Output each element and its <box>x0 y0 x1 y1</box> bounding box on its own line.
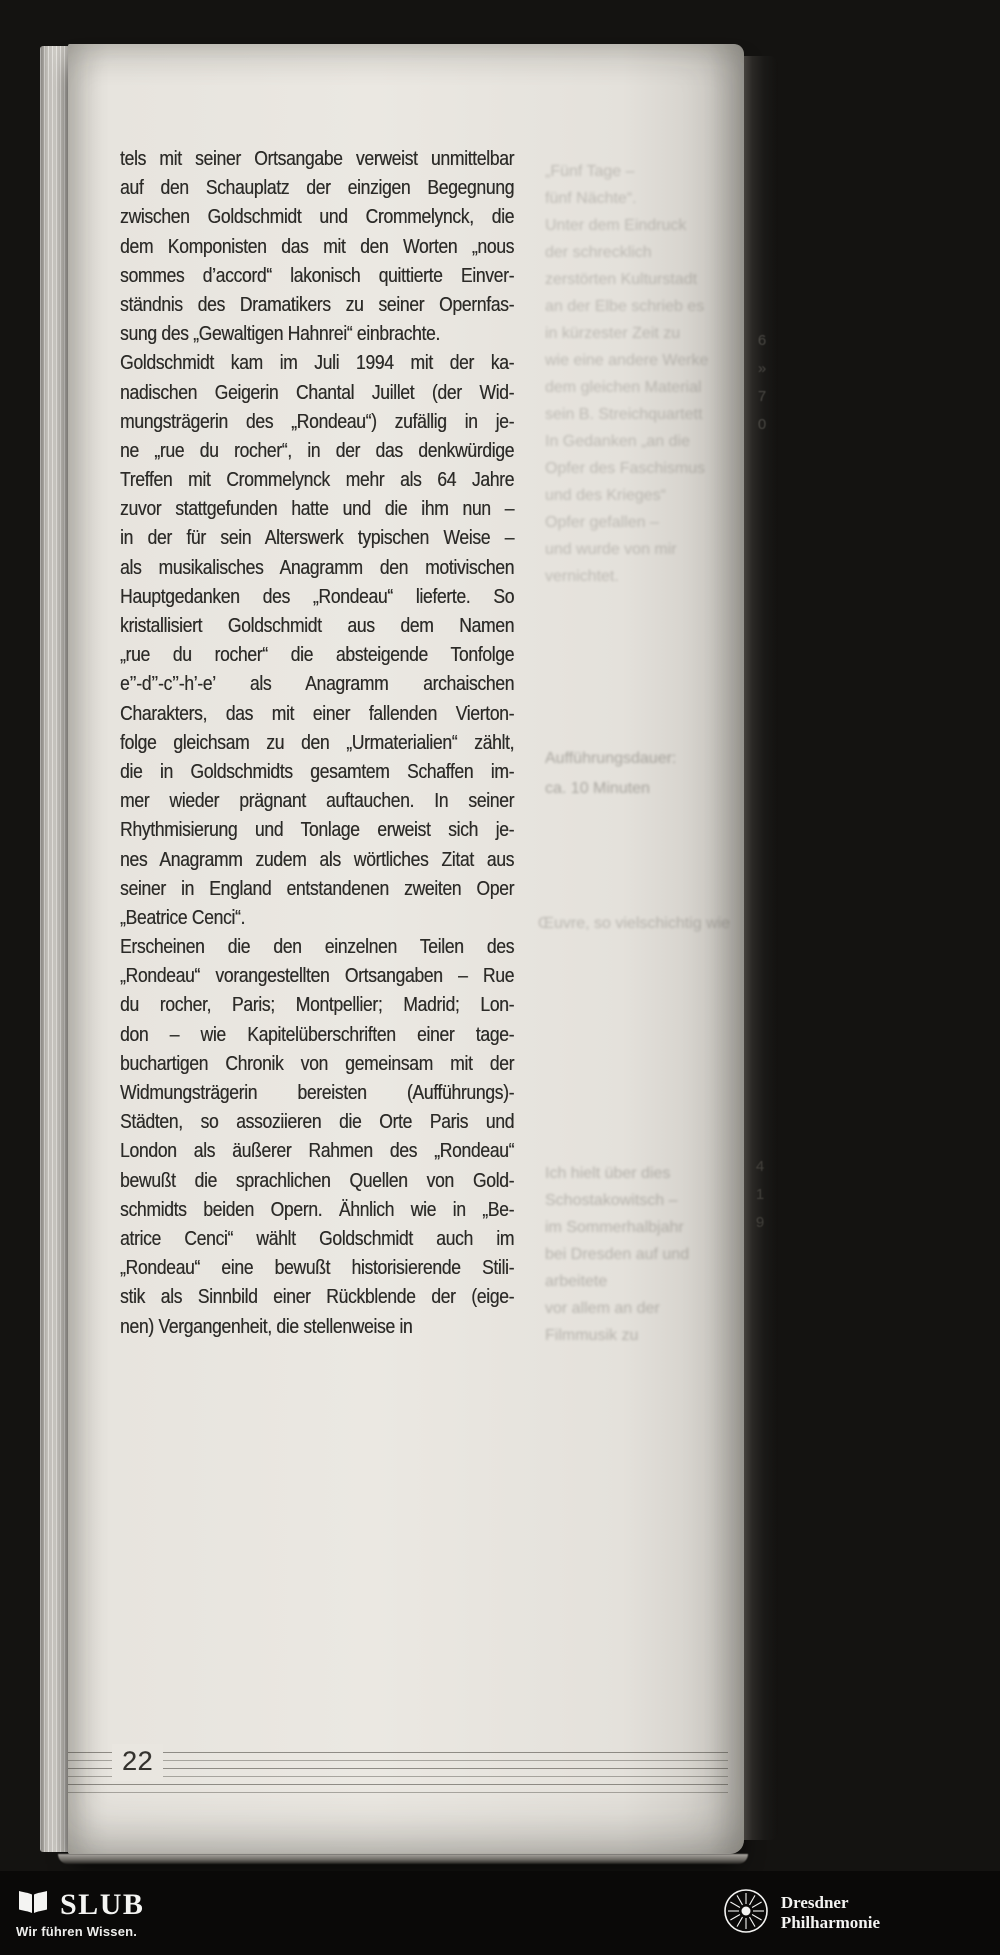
bleed-through-text-duration: Aufführungsdauer: ca. 10 Minuten <box>545 750 677 797</box>
fore-edge-marks-top: 6 » 7 0 <box>757 332 767 433</box>
page-bottom-edge <box>58 1854 748 1864</box>
slub-wordmark: SLUB <box>60 1887 145 1921</box>
main-text-block: tels mit seiner Ortsangabe verweist unmittelbar auf den Schauplatz der einzigen Begegnung zwischen Goldschmidt und Crommelynck, die dem Komponisten das mit den Worten „nous sommes d’accord“ lakonisch quittierte Einver- ständnis des Dramatikers zu seiner Opernfas- sung des „Gewaltigen Hahnrei“ einbrachte. Goldschmidt kam im Juli 1994 mit der ka- nadischen Geigerin Chantal Juillet (der Wid- mungsträgerin des „Rondeau“) zufällig in je- ne „rue du rocher“, in der das denkwürdige Treffen mit Crommelynck mehr als 64 Jahre zuvor stattgefunden hatte und die ihm nun – in der für sein Alterswerk typischen Weise – als musikalisches Anagramm den motivischen Hauptgedanken des „Rondeau“ lieferte. So kristallisiert Goldschmidt aus dem Namen „rue du rocher“ die absteigende Tonfolge e’’-d’’-c’’-h’-e’ als Anagramm archaischen Charakters, das mit einer fallenden Vierton- folge gleichsam zu den „Urmaterialien“ zählt, die in Goldschmidts gesamtem Schaffen im- mer wieder prägnant auftauchen. In seiner Rhythmisierung und Tonlage erweist sich je- nes Anagramm zudem als wörtliches Zitat aus seiner in England entstandenen zweiten Oper „Beatrice Cenci“. Erscheinen die den einzelnen Teilen des „Rondeau“ vorangestellten Ortsangaben – Rue du rocher, Paris; Montpellier; Madrid; Lon- don – wie Kapitelüberschriften einer tage- buchartigen Chronik von gemeinsam mit der Widmungsträgerin bereisten (Aufführungs)- Städten, so assoziieren die Orte Paris und London als äußerer Rahmen des „Rondeau“ bewußt die sprachlichen Quellen von Gold- schmidts beiden Opern. Ähnlich wie in „Be- atrice Cenci“ wählt Goldschmidt auch im „Rondeau“ eine bewußt historisierende Stili- stik als Sinnbild einer Rückblende der (eige- nen) Vergangenheit, die stellenweise in <box>120 147 515 1338</box>
rule-line <box>68 1768 728 1769</box>
philharmonie-emblem-icon <box>723 1888 769 1939</box>
open-book-icon <box>16 1888 50 1921</box>
slub-tagline: Wir führen Wissen. <box>16 1923 138 1939</box>
bleed-through-text-oeuvre: Œuvre, so vielschichtig wie <box>538 915 731 932</box>
footer-rule-lines <box>68 1752 728 1800</box>
slub-logo[interactable] <box>16 1888 144 1939</box>
bleed-through-text-top: „Fünf Tage – fünf Nächte“. Unter dem Eindruck der schrecklich zerstörten Kulturstadt an der Elbe schrieb es in kürzester Zeit zu wie eine andere Werke dem gleichen Material sein B. Streichquartett In Gedanken „an die Opfer des Faschismus und des Krieges“ Opfer gefallen – und wurde von mir vernichtet. <box>545 163 709 585</box>
philharmonie-line1: Dresdner <box>780 1893 849 1912</box>
rule-line <box>68 1784 728 1785</box>
rule-line <box>68 1752 728 1753</box>
fore-edge-marks-bottom: 4 1 9 <box>755 1158 765 1231</box>
binding-page-edges <box>40 46 71 1852</box>
page-number: 22 <box>112 1744 163 1781</box>
dresdner-philharmonie-logo[interactable] <box>723 1888 880 1939</box>
book-fore-edge <box>744 56 778 1840</box>
philharmonie-wordmark <box>781 1893 880 1933</box>
viewer-footer <box>0 1871 1000 1955</box>
philharmonie-line2: Philharmonie <box>780 1913 880 1932</box>
scanned-page <box>68 44 744 1854</box>
rule-line <box>68 1760 728 1761</box>
bleed-through-text-bottom: Ich hielt über dies Schostakowitsch – im Sommerhalbjahr bei Dresden auf und arbeitete vor allem an der Filmmusik zu <box>545 1165 690 1344</box>
rule-line <box>68 1776 728 1777</box>
rule-line <box>68 1792 728 1793</box>
